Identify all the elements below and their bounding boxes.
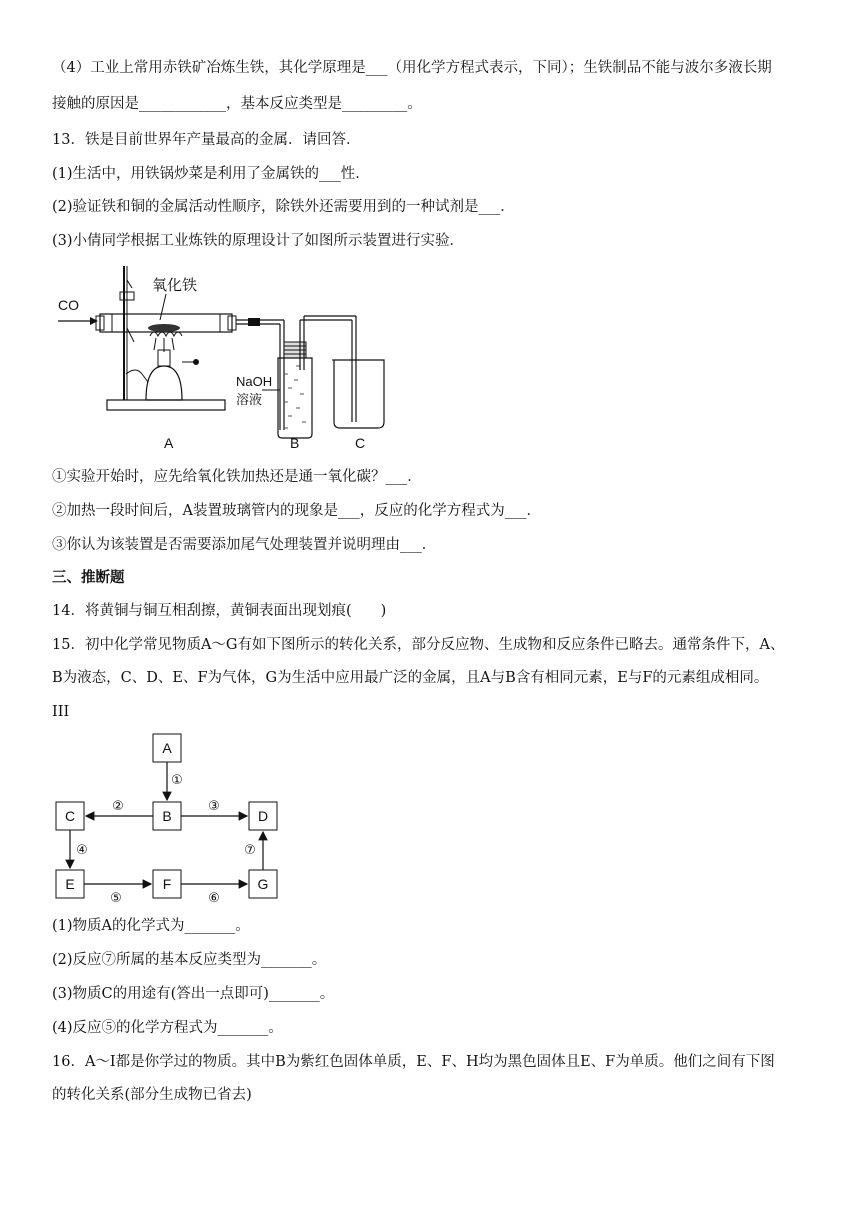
q13-sub2: (2)验证铁和铜的金属活动性顺序，除铁外还需要用到的一种试剂是___． (52, 199, 515, 215)
q15-sub3: (3)物质C的用途有(答出一点即可)_______。 (52, 986, 335, 1002)
q15-stem-line1: 15．初中化学常见物质A～G有如下图所示的转化关系，部分反应物、生成物和反应条件已略去。通常条件下，A、 (52, 637, 785, 653)
node-g-label: G (257, 876, 269, 892)
q12-part4-line1: （4）工业上常用赤铁矿冶炼生铁，其化学原理是___（用化学方程式表示，下同）；生铁制品不能与波尔多液长期 (52, 60, 772, 76)
label-b: B (290, 435, 300, 451)
q16-stem-line1: 16．A～I都是你学过的物质。其中B为紫红色固体单质，E、F、H均为黑色固体且E、F为单质。他们之间有下图 (52, 1054, 775, 1070)
question-14: 14．将黄铜与铜互相刮擦，黄铜表面出现划痕( ) (52, 603, 387, 619)
edge-label-2: ② (112, 798, 124, 813)
edge-label-4: ④ (76, 842, 88, 857)
q12-part4-line2: 接触的原因是____________，基本反应类型是_________。 (52, 96, 422, 112)
iron-oxide-powder (148, 324, 180, 332)
edge-label-6: ⑥ (208, 890, 220, 905)
edge-label-1: ① (171, 772, 183, 787)
edge-label-5: ⑤ (110, 890, 122, 905)
node-d-label: D (257, 808, 269, 824)
q15-sub2: (2)反应⑦所属的基本反应类型为_______。 (52, 952, 327, 968)
apparatus-drawing (52, 262, 392, 454)
q13-sub1: (1)生活中，用铁锅炒菜是利用了金属铁的___性． (52, 166, 370, 182)
conversion-diagram (52, 730, 292, 910)
q13-stem: 13．铁是目前世界年产量最高的金属．请回答． (52, 132, 361, 148)
node-e-label: E (65, 876, 75, 892)
q16-stem-line2: 的转化关系(部分生成物已省去) (52, 1087, 252, 1103)
label-c: C (355, 435, 366, 451)
node-c-label: C (64, 808, 76, 824)
q15-marker: III (52, 704, 70, 720)
q13-sub3: (3)小倩同学根据工业炼铁的原理设计了如图所示装置进行实验． (52, 233, 465, 249)
naoh-label: NaOH (236, 374, 273, 389)
conversion-diagram-svg (52, 730, 292, 910)
node-a-label: A (162, 740, 172, 756)
iron-smelting-apparatus-figure (52, 262, 392, 454)
q15-sub4: (4)反应⑤的化学方程式为_______。 (52, 1020, 283, 1036)
edge-label-3: ③ (208, 798, 220, 813)
q13-q3: ③你认为该装置是否需要添加尾气处理装置并说明理由___． (52, 537, 437, 553)
label-a: A (164, 435, 174, 451)
alcohol-burner (146, 350, 199, 400)
solution-label: 溶液 (236, 392, 263, 407)
q15-stem-line2: B为液态，C、D、E、F为气体，G为生活中应用最广泛的金属，且A与B含有相同元素，E与F的元素组成相同。 (52, 670, 769, 686)
node-b-label: B (162, 808, 172, 824)
edge-label-7: ⑦ (244, 842, 256, 857)
section-3-title: 三、推断题 (52, 569, 125, 586)
iron-oxide-label: 氧化铁 (152, 277, 198, 294)
co-inlet-arrow (58, 317, 98, 325)
beaker (332, 360, 384, 428)
q13-q1: ①实验开始时，应先给氧化铁加热还是通一氧化碳？___． (52, 469, 422, 485)
co-label: CO (58, 297, 79, 313)
flame (150, 332, 182, 352)
gas-washing-bottle (278, 316, 312, 438)
node-f-label: F (162, 876, 172, 892)
connecting-tube-b-c (300, 316, 356, 422)
q13-q2: ②加热一段时间后，A装置玻璃管内的现象是___，反应的化学方程式为___． (52, 503, 541, 519)
q15-sub1: (1)物质A的化学式为_______。 (52, 918, 250, 934)
